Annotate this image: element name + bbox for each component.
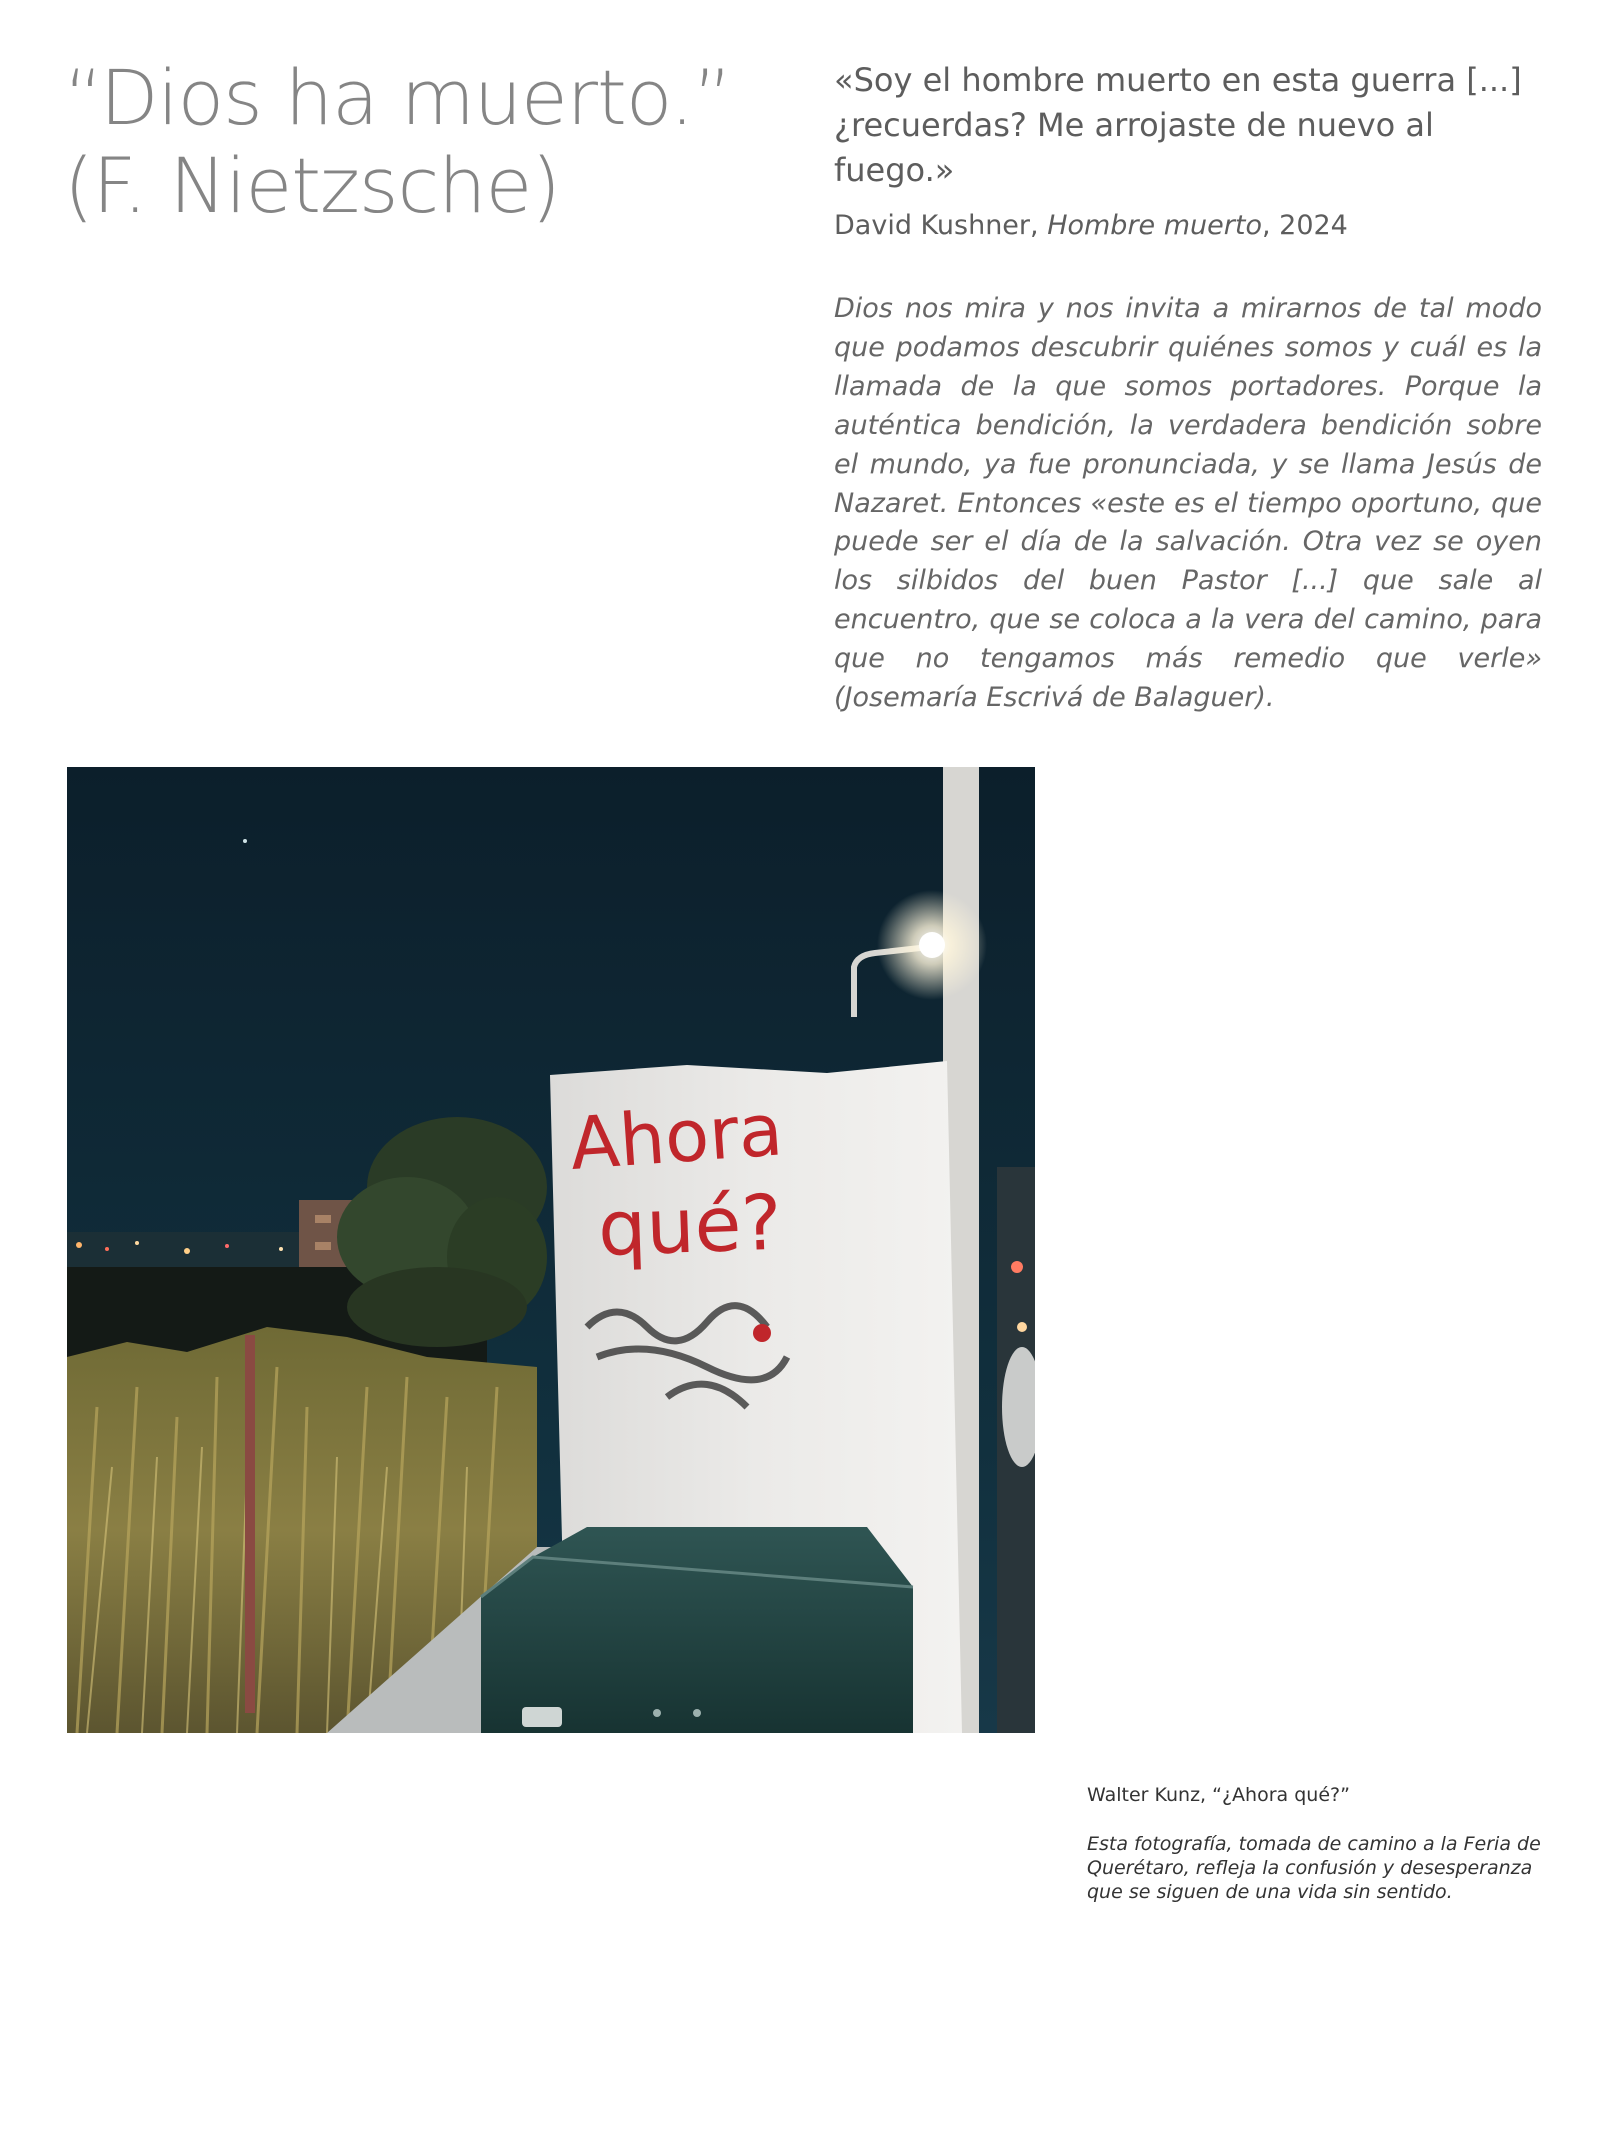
graffiti-text-ahora: Ahora <box>567 1087 786 1186</box>
epigraph-author: David Kushner, <box>834 210 1048 241</box>
epigraph-attribution <box>834 206 1534 246</box>
reflection-paragraph: Dios nos mira y nos invita a mirarnos de tal modo que podamos descubrir quiénes somos y cuál es la llamada de la que somos portadores. Porque la auténtica bendición, la verdadera bendición sobre el mundo, ya fue pronunciada, y se llama Jesús de Nazaret. Entonces «este es el tiempo oportuno, que puede ser el día de la salvación. Otra vez se oyen los silbidos del buen Pastor [...] que sale al encuentro, que se coloca a la vera del camino, para que no tengamos más remedio que verle» (Josemaría Escrivá de Balaguer). <box>834 293 1542 714</box>
graffiti-photo <box>67 767 1035 1733</box>
photo-caption-text: Esta fotografía, tomada de camino a la Feria de Querétaro, refleja la confusión y desesperanza que se siguen de una vida sin sentido. <box>1087 1833 1541 1903</box>
photo-caption-title: Walter Kunz, “¿Ahora qué?” <box>1087 1784 1350 1806</box>
red-post <box>245 1335 255 1713</box>
utility-box <box>481 1527 913 1733</box>
graffiti-text-que: qué? <box>596 1177 784 1273</box>
epigraph-work: Hombre muerto <box>1047 210 1262 241</box>
epigraph-year: , 2024 <box>1261 210 1348 241</box>
road-lights <box>997 1167 1035 1733</box>
epigraph-quote: «Soy el hombre muerto en esta guerra [...] ¿recuerdas? Me arrojaste de nuevo al fuego.» <box>834 61 1522 189</box>
star <box>243 839 247 843</box>
page-title <box>64 54 784 230</box>
title-line-quote: “Dios ha muerto.” <box>64 53 732 142</box>
title-line-author: (F. Nietzsche) <box>64 141 560 230</box>
